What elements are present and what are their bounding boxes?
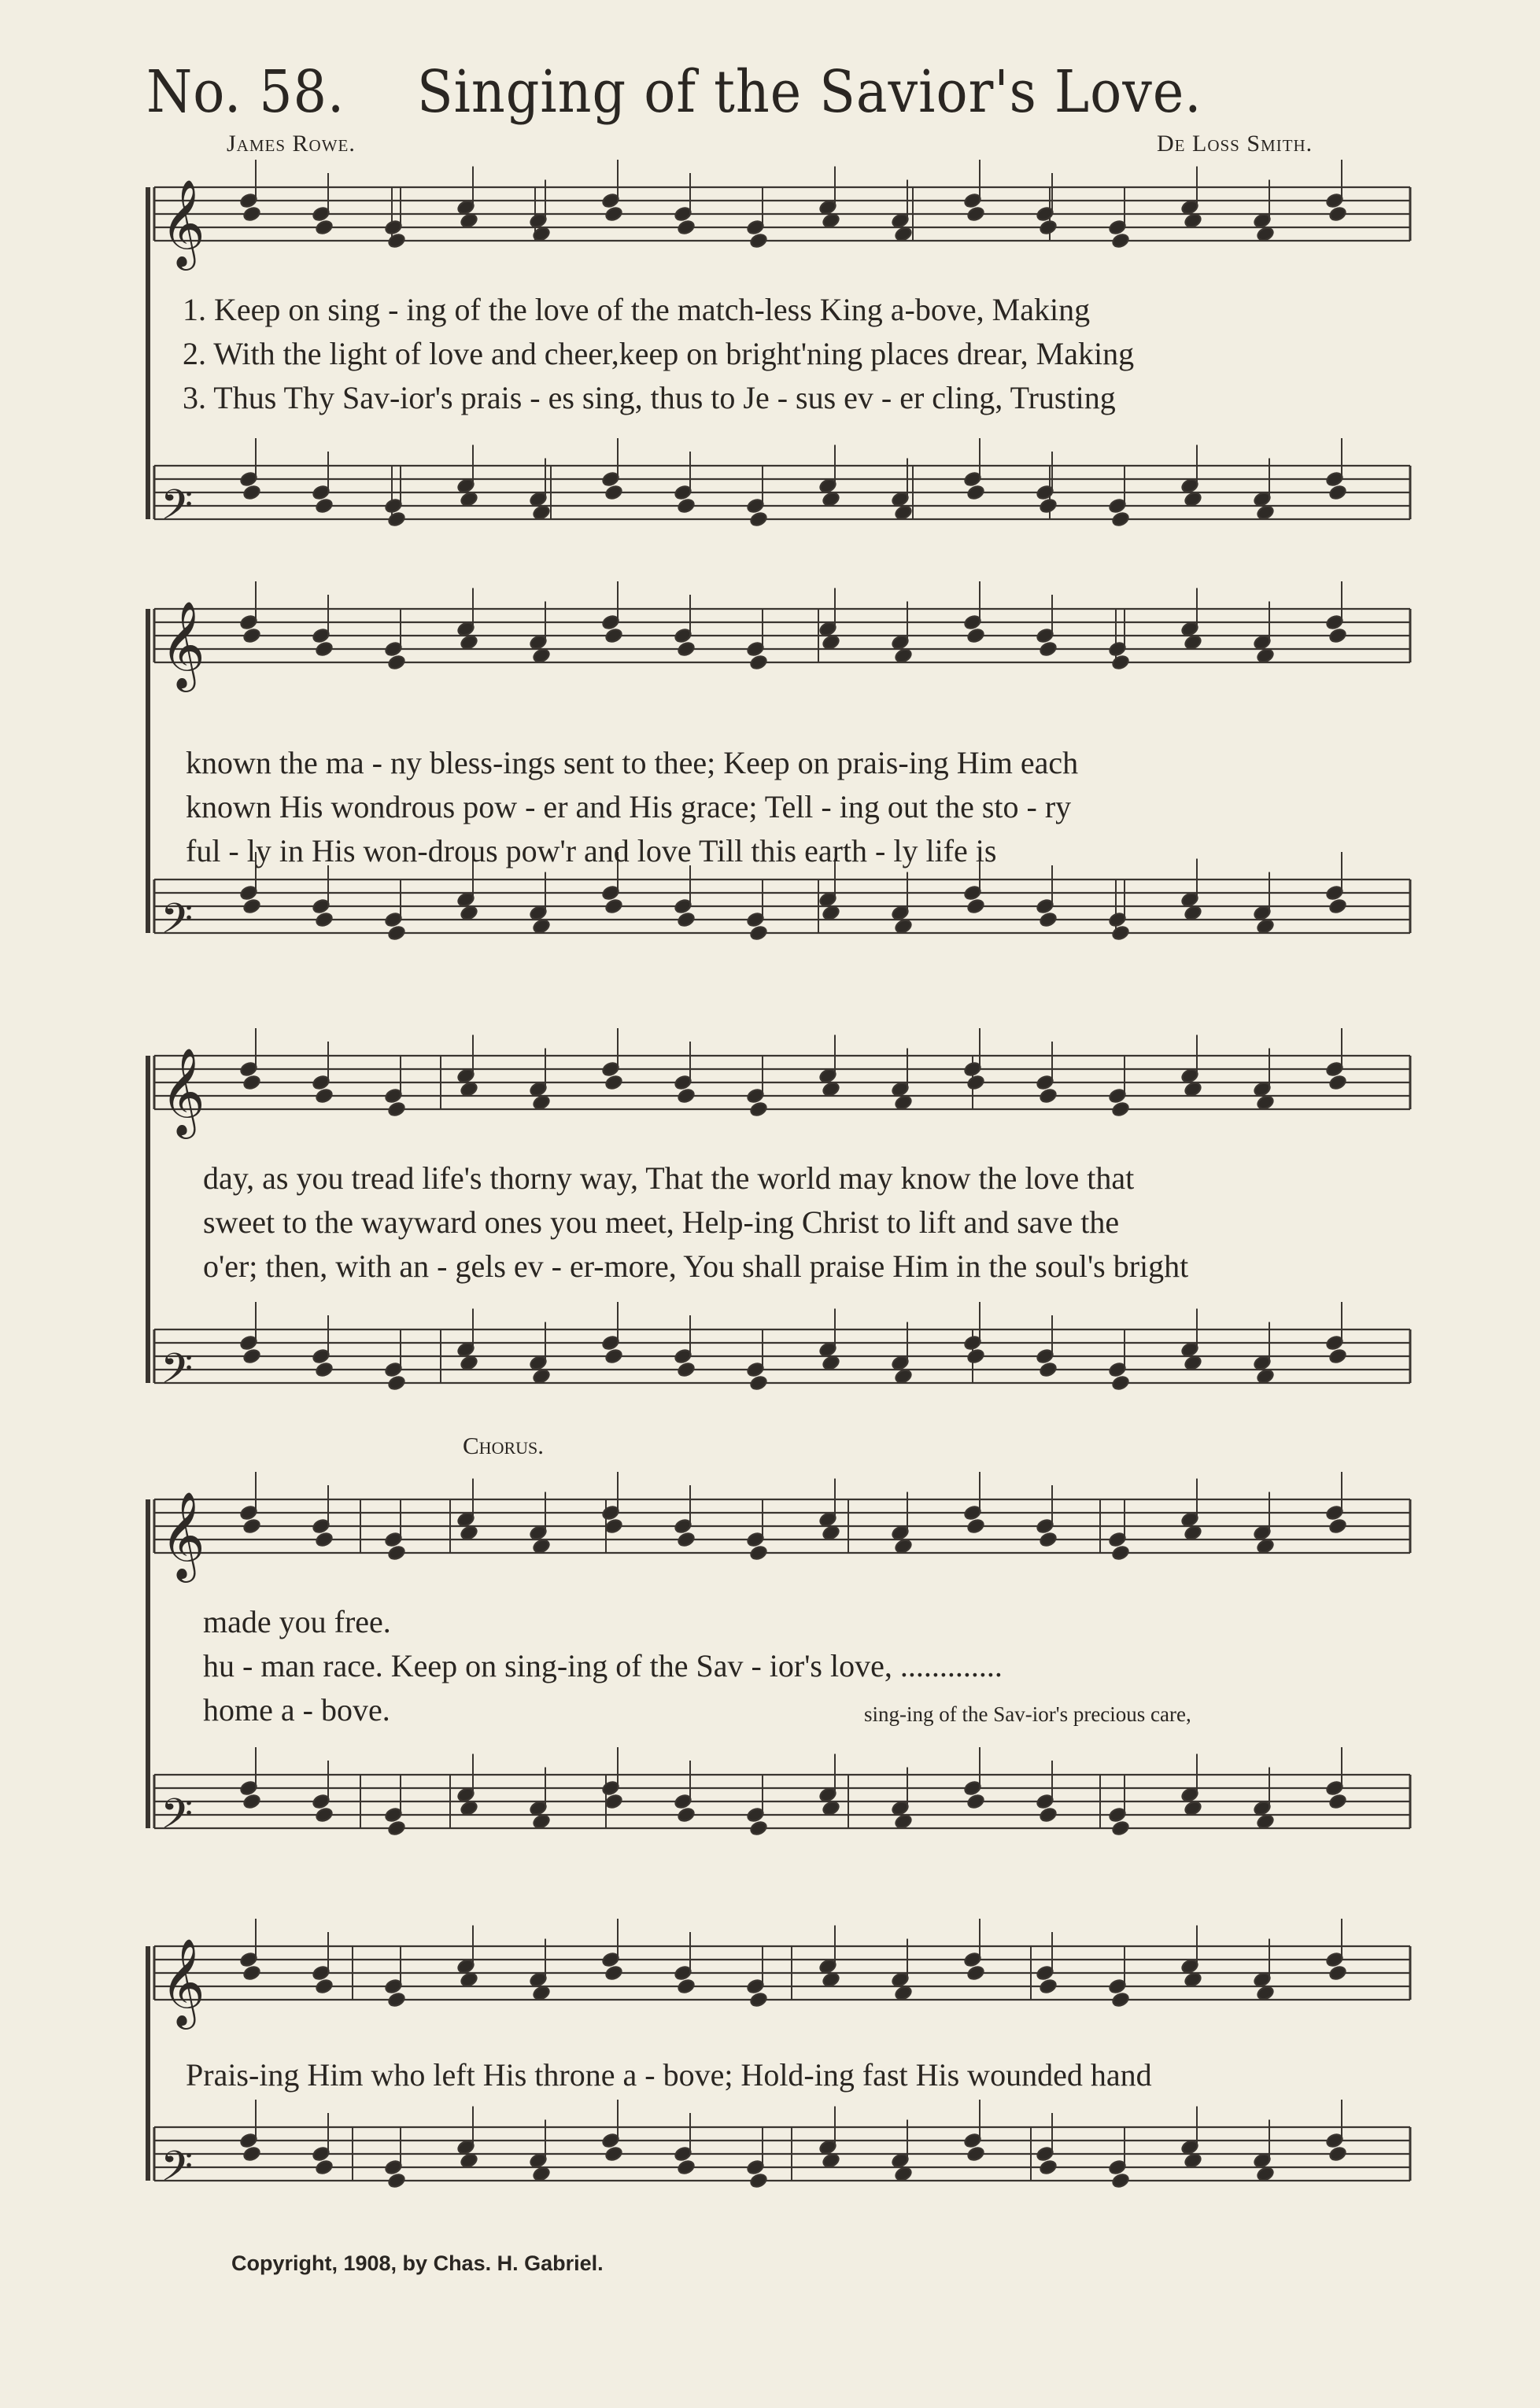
svg-text:𝄢: 𝄢 [161, 2143, 194, 2201]
verse-line-2-1: known the ma - ny bless-ings sent to thee; Keep on prais-ing Him each [186, 745, 1079, 780]
copyright-notice: Copyright, 1908, by Chas. H. Gabriel. [231, 2251, 604, 2275]
svg-text:𝄢: 𝄢 [161, 1790, 194, 1849]
chorus-line-3: home a - bove. [203, 1692, 390, 1728]
svg-text:𝄞: 𝄞 [161, 1047, 205, 1135]
chorus-label: Chorus. [463, 1432, 544, 1459]
verse-line-1-3: 3. Thus Thy Sav-ior's prais - es sing, thus to Je - sus ev - er cling, Trusting [183, 380, 1116, 415]
composer-credit: De Loss Smith. [1157, 131, 1313, 157]
verse-line-2-2: known His wondrous pow - er and His grace; Tell - ing out the sto - ry [186, 789, 1072, 824]
chorus-echo-text: sing-ing of the Sav-ior's precious care, [864, 1702, 1191, 1726]
svg-text:𝄢: 𝄢 [161, 481, 194, 540]
verse-line-3-1: day, as you tread life's thorny way, That the world may know the love that [203, 1160, 1135, 1196]
verse-line-3-3: o'er; then, with an - gels ev - er-more, You shall praise Him in the soul's bright [203, 1248, 1189, 1284]
verse-line-3-2: sweet to the wayward ones you meet, Help-ing Christ to lift and save the [203, 1204, 1120, 1240]
chorus-line-2: hu - man race. Keep on sing-ing of the Sav - ior's love, ............. [203, 1648, 1003, 1683]
chorus-line-1: made you free. [203, 1604, 391, 1639]
hymn-title: Singing of the Savior's Love. [417, 58, 1202, 126]
verse-line-2-3: ful - ly in His won-drous pow'r and love Till this earth - ly life is [186, 833, 997, 868]
chorus-line-4: Prais-ing Him who left His throne a - bove; Hold-ing fast His wounded hand [186, 2057, 1152, 2093]
svg-text:𝄢: 𝄢 [161, 895, 194, 953]
hymn-number: No. 58. [146, 58, 345, 126]
verse-line-1-1: 1. Keep on sing - ing of the love of the match-less King a-bove, Making [183, 292, 1091, 327]
svg-text:𝄞: 𝄞 [161, 1491, 205, 1579]
svg-text:𝄞: 𝄞 [161, 600, 205, 688]
lyricist-credit: James Rowe. [227, 131, 356, 157]
svg-text:𝄞: 𝄞 [161, 179, 205, 267]
svg-text:𝄞: 𝄞 [161, 1938, 205, 2026]
verse-line-1-2: 2. With the light of love and cheer,keep on bright'ning places drear, Making [183, 336, 1135, 371]
svg-text:𝄢: 𝄢 [161, 1345, 194, 1403]
